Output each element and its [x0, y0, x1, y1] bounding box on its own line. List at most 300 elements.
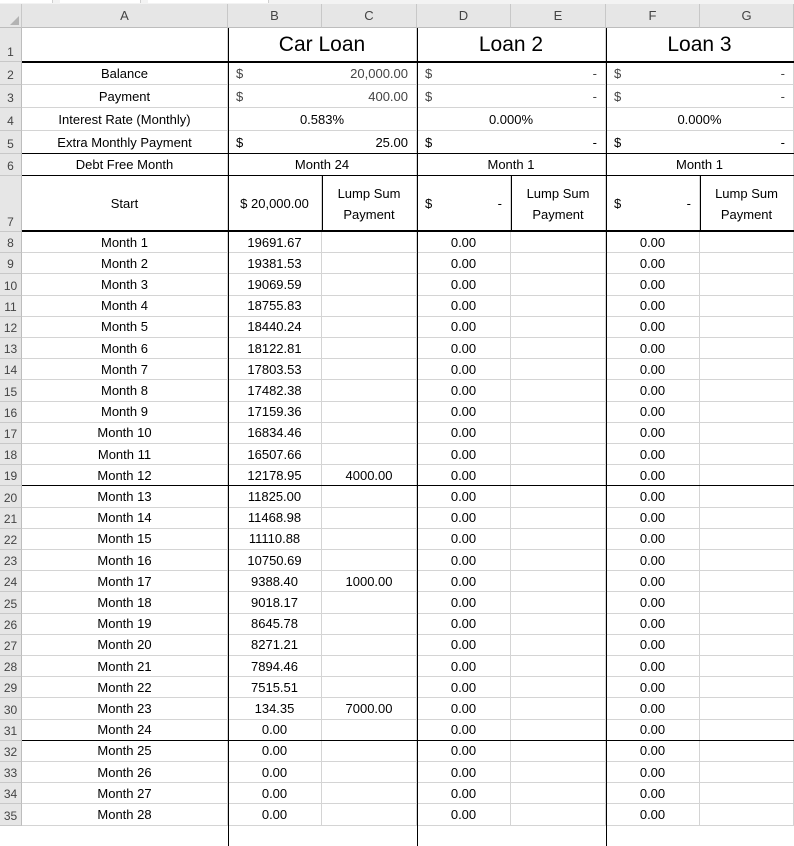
loan2-balance-cell[interactable]: 0.00	[417, 635, 511, 656]
loan3-balance-cell[interactable]: 0.00	[606, 741, 700, 762]
row-header[interactable]: 16	[0, 402, 22, 423]
loan2-balance-cell[interactable]: 0.00	[417, 571, 511, 592]
car-loan-lump-sum-cell[interactable]	[322, 274, 417, 295]
loan3-balance-cell[interactable]: 0.00	[606, 677, 700, 698]
car-loan-balance-cell[interactable]: 0.00	[228, 783, 322, 804]
loan3-lump-sum-cell[interactable]	[700, 296, 794, 317]
month-label[interactable]: Month 15	[22, 529, 228, 550]
row-header[interactable]: 15	[0, 380, 22, 401]
loan3-balance-cell[interactable]: 0.00	[606, 762, 700, 783]
loan3-balance-cell[interactable]: 0.00	[606, 232, 700, 253]
border-line	[22, 61, 794, 63]
loan3-balance-cell[interactable]: 0.00	[606, 359, 700, 380]
month-label[interactable]: Month 2	[22, 253, 228, 274]
loan3-title[interactable]: Loan 3	[606, 28, 794, 62]
select-all-corner[interactable]	[0, 4, 22, 28]
car-loan-balance-cell[interactable]: 9018.17	[228, 592, 322, 613]
row-header[interactable]: 20	[0, 486, 22, 507]
month-label[interactable]: Month 21	[22, 656, 228, 677]
cell-value: -	[592, 134, 597, 150]
loan3-lump-sum-cell[interactable]	[700, 444, 794, 465]
month-label[interactable]: Month 3	[22, 274, 228, 295]
loan2-lump-sum-cell[interactable]	[511, 529, 606, 550]
loan3-balance-cell[interactable]: 0.00	[606, 444, 700, 465]
car-loan-lump-sum-cell[interactable]	[322, 529, 417, 550]
car-loan-debt-free[interactable]: Month 24	[228, 154, 417, 176]
loan3-lump-sum-cell[interactable]	[700, 402, 794, 423]
loan2-lump-sum-cell[interactable]	[511, 486, 606, 507]
month-label[interactable]: Month 27	[22, 783, 228, 804]
car-loan-balance[interactable]	[228, 62, 417, 85]
row-header[interactable]: 35	[0, 804, 22, 825]
car-loan-lump-sum-cell[interactable]	[322, 486, 417, 507]
loan3-lump-sum-cell[interactable]	[700, 274, 794, 295]
loan2-balance-cell[interactable]: 0.00	[417, 698, 511, 719]
car-loan-balance-cell[interactable]: 18440.24	[228, 317, 322, 338]
car-loan-balance-cell[interactable]: 16507.66	[228, 444, 322, 465]
loan3-lump-sum-cell[interactable]	[700, 465, 794, 486]
car-loan-lump-sum-cell[interactable]	[322, 508, 417, 529]
loan2-balance-cell[interactable]: 0.00	[417, 741, 511, 762]
loan2-balance-cell[interactable]: 0.00	[417, 656, 511, 677]
loan2-lump-sum-cell[interactable]	[511, 571, 606, 592]
loan3-lump-sum-cell[interactable]	[700, 529, 794, 550]
cell-value: 25.00	[375, 134, 408, 150]
loan2-start[interactable]	[417, 176, 511, 232]
car-loan-balance-cell[interactable]: 7894.46	[228, 656, 322, 677]
loan2-balance-cell[interactable]: 0.00	[417, 444, 511, 465]
cell-value: -	[780, 88, 785, 104]
lump-sum-header[interactable]: Lump Sum Payment	[511, 176, 606, 232]
loan2-lump-sum-cell[interactable]	[511, 465, 606, 486]
loan2-balance-cell[interactable]: 0.00	[417, 550, 511, 571]
loan2-balance-cell[interactable]: 0.00	[417, 380, 511, 401]
car-loan-balance-cell[interactable]: 134.35	[228, 698, 322, 719]
loan3-lump-sum-cell[interactable]	[700, 317, 794, 338]
row-header[interactable]: 9	[0, 253, 22, 274]
loan3-debt-free[interactable]: Month 1	[606, 154, 794, 176]
column-header-c[interactable]: C	[322, 4, 417, 28]
loan3-balance-cell[interactable]: 0.00	[606, 529, 700, 550]
loan2-lump-sum-cell[interactable]	[511, 635, 606, 656]
loan3-lump-sum-cell[interactable]	[700, 423, 794, 444]
row-header[interactable]: 30	[0, 698, 22, 719]
loan2-balance-cell[interactable]: 0.00	[417, 253, 511, 274]
loan3-lump-sum-cell[interactable]	[700, 762, 794, 783]
loan2-lump-sum-cell[interactable]	[511, 677, 606, 698]
loan3-balance-cell[interactable]: 0.00	[606, 508, 700, 529]
border-line	[22, 175, 794, 176]
car-loan-balance-cell[interactable]: 0.00	[228, 804, 322, 825]
loan3-balance-cell[interactable]: 0.00	[606, 614, 700, 635]
car-loan-balance-cell[interactable]: 18755.83	[228, 296, 322, 317]
row-header[interactable]: 31	[0, 720, 22, 741]
loan2-lump-sum-cell[interactable]	[511, 656, 606, 677]
loan3-lump-sum-cell[interactable]	[700, 359, 794, 380]
car-loan-lump-sum-cell[interactable]	[322, 656, 417, 677]
column-header-g[interactable]: G	[700, 4, 794, 28]
car-loan-lump-sum-cell[interactable]	[322, 804, 417, 825]
car-loan-lump-sum-cell[interactable]	[322, 635, 417, 656]
currency-symbol: $	[614, 88, 622, 104]
debt-free-label[interactable]: Debt Free Month	[22, 154, 228, 176]
month-label[interactable]: Month 10	[22, 423, 228, 444]
row-header[interactable]: 3	[0, 85, 22, 108]
cell-a1[interactable]	[22, 28, 228, 62]
loan3-lump-sum-cell[interactable]	[700, 656, 794, 677]
car-loan-lump-sum-cell[interactable]	[322, 402, 417, 423]
loan2-title[interactable]: Loan 2	[417, 28, 606, 62]
row-header[interactable]: 33	[0, 762, 22, 783]
car-loan-lump-sum-cell[interactable]	[322, 741, 417, 762]
month-label[interactable]: Month 14	[22, 508, 228, 529]
car-loan-lump-sum-cell[interactable]	[322, 762, 417, 783]
car-loan-lump-sum-cell[interactable]: 1000.00	[322, 571, 417, 592]
currency-symbol: $	[425, 134, 433, 150]
row-header[interactable]: 12	[0, 317, 22, 338]
car-loan-balance-cell[interactable]: 8271.21	[228, 635, 322, 656]
tab-strip-segment	[148, 0, 269, 3]
loan3-balance-cell[interactable]: 0.00	[606, 571, 700, 592]
loan2-balance-cell[interactable]: 0.00	[417, 338, 511, 359]
month-label[interactable]: Month 5	[22, 317, 228, 338]
loan2-payment[interactable]	[417, 85, 606, 108]
month-label[interactable]: Month 4	[22, 296, 228, 317]
border-line	[511, 176, 512, 232]
row-header[interactable]: 27	[0, 635, 22, 656]
month-label[interactable]: Month 9	[22, 402, 228, 423]
month-label[interactable]: Month 24	[22, 720, 228, 741]
loan3-balance-cell[interactable]: 0.00	[606, 486, 700, 507]
month-label[interactable]: Month 8	[22, 380, 228, 401]
loan3-lump-sum-cell[interactable]	[700, 698, 794, 719]
loan3-lump-sum-cell[interactable]	[700, 741, 794, 762]
month-label[interactable]: Month 7	[22, 359, 228, 380]
car-loan-balance-cell[interactable]: 10750.69	[228, 550, 322, 571]
loan3-lump-sum-cell[interactable]	[700, 550, 794, 571]
car-loan-balance-cell[interactable]: 17159.36	[228, 402, 322, 423]
start-label[interactable]: Start	[22, 176, 228, 232]
loan3-lump-sum-cell[interactable]	[700, 253, 794, 274]
loan3-lump-sum-cell[interactable]	[700, 232, 794, 253]
row-header[interactable]: 21	[0, 508, 22, 529]
row-header[interactable]: 13	[0, 338, 22, 359]
loan2-interest[interactable]: 0.000%	[417, 108, 606, 131]
month-label[interactable]: Month 13	[22, 486, 228, 507]
car-loan-lump-sum-cell[interactable]	[322, 720, 417, 741]
car-loan-lump-sum-cell[interactable]: 4000.00	[322, 465, 417, 486]
loan2-lump-sum-cell[interactable]	[511, 338, 606, 359]
loan3-balance-cell[interactable]: 0.00	[606, 635, 700, 656]
loan2-debt-free[interactable]: Month 1	[417, 154, 606, 176]
loan2-balance-cell[interactable]: 0.00	[417, 359, 511, 380]
car-loan-balance-cell[interactable]: 19069.59	[228, 274, 322, 295]
row-header[interactable]: 34	[0, 783, 22, 804]
car-loan-lump-sum-cell[interactable]	[322, 232, 417, 253]
row-header[interactable]: 7	[0, 176, 22, 232]
balance-label[interactable]: Balance	[22, 62, 228, 85]
loan2-lump-sum-cell[interactable]	[511, 296, 606, 317]
loan3-balance-cell[interactable]: 0.00	[606, 253, 700, 274]
loan3-balance[interactable]	[606, 62, 794, 85]
border-line	[22, 740, 794, 741]
border-line	[606, 28, 607, 846]
row-header[interactable]: 1	[0, 28, 22, 62]
car-loan-lump-sum-cell[interactable]	[322, 253, 417, 274]
car-loan-balance-cell[interactable]: 19381.53	[228, 253, 322, 274]
car-loan-balance-cell[interactable]: 19691.67	[228, 232, 322, 253]
cell-value: -	[686, 196, 691, 211]
border-line	[22, 230, 794, 232]
loan3-balance-cell[interactable]: 0.00	[606, 338, 700, 359]
lump-sum-header[interactable]: Lump Sum Payment	[700, 176, 794, 232]
loan3-balance-cell[interactable]: 0.00	[606, 274, 700, 295]
loan3-lump-sum-cell[interactable]	[700, 677, 794, 698]
row-header[interactable]: 10	[0, 274, 22, 295]
loan2-lump-sum-cell[interactable]	[511, 274, 606, 295]
loan2-lump-sum-cell[interactable]	[511, 762, 606, 783]
loan2-balance-cell[interactable]: 0.00	[417, 677, 511, 698]
loan3-lump-sum-cell[interactable]	[700, 508, 794, 529]
loan3-balance-cell[interactable]: 0.00	[606, 698, 700, 719]
loan2-lump-sum-cell[interactable]	[511, 592, 606, 613]
row-header[interactable]: 32	[0, 741, 22, 762]
car-loan-balance-cell[interactable]: 11110.88	[228, 529, 322, 550]
loan3-balance-cell[interactable]: 0.00	[606, 380, 700, 401]
loan2-balance-cell[interactable]: 0.00	[417, 465, 511, 486]
border-line	[228, 28, 229, 846]
loan2-balance-cell[interactable]: 0.00	[417, 720, 511, 741]
loan3-extra[interactable]	[606, 131, 794, 154]
car-loan-extra[interactable]	[228, 131, 417, 154]
column-header-a[interactable]: A	[22, 4, 228, 28]
car-loan-title[interactable]: Car Loan	[228, 28, 417, 62]
loan2-lump-sum-cell[interactable]	[511, 359, 606, 380]
lump-sum-header[interactable]: Lump Sum Payment	[322, 176, 417, 232]
loan3-balance-cell[interactable]: 0.00	[606, 465, 700, 486]
interest-rate-label[interactable]: Interest Rate (Monthly)	[22, 108, 228, 131]
month-label[interactable]: Month 17	[22, 571, 228, 592]
car-loan-balance-cell[interactable]: 0.00	[228, 720, 322, 741]
car-loan-lump-sum-cell[interactable]	[322, 338, 417, 359]
car-loan-balance-cell[interactable]: 17482.38	[228, 380, 322, 401]
loan3-balance-cell[interactable]: 0.00	[606, 804, 700, 825]
month-label[interactable]: Month 6	[22, 338, 228, 359]
loan2-balance-cell[interactable]: 0.00	[417, 274, 511, 295]
loan2-lump-sum-cell[interactable]	[511, 614, 606, 635]
row-header[interactable]: 22	[0, 529, 22, 550]
loan2-lump-sum-cell[interactable]	[511, 402, 606, 423]
loan2-balance-cell[interactable]: 0.00	[417, 783, 511, 804]
currency-symbol: $	[425, 88, 433, 104]
car-loan-balance-cell[interactable]: 0.00	[228, 741, 322, 762]
loan2-balance[interactable]	[417, 62, 606, 85]
loan2-balance-cell[interactable]: 0.00	[417, 232, 511, 253]
currency-symbol: $	[236, 65, 244, 81]
loan2-lump-sum-cell[interactable]	[511, 698, 606, 719]
row-header[interactable]: 18	[0, 444, 22, 465]
row-header[interactable]: 17	[0, 423, 22, 444]
loan2-lump-sum-cell[interactable]	[511, 720, 606, 741]
row-header[interactable]: 24	[0, 571, 22, 592]
month-label[interactable]: Month 26	[22, 762, 228, 783]
month-label[interactable]: Month 11	[22, 444, 228, 465]
month-label[interactable]: Month 22	[22, 677, 228, 698]
border-line	[22, 485, 794, 486]
car-loan-payment[interactable]	[228, 85, 417, 108]
payment-label[interactable]: Payment	[22, 85, 228, 108]
loan2-balance-cell[interactable]: 0.00	[417, 762, 511, 783]
car-loan-balance-cell[interactable]: 11468.98	[228, 508, 322, 529]
row-header[interactable]: 14	[0, 359, 22, 380]
row-header[interactable]: 26	[0, 614, 22, 635]
car-loan-balance-cell[interactable]: 9388.40	[228, 571, 322, 592]
loan3-balance-cell[interactable]: 0.00	[606, 402, 700, 423]
car-loan-lump-sum-cell[interactable]	[322, 296, 417, 317]
column-header-b[interactable]: B	[228, 4, 322, 28]
car-loan-lump-sum-cell[interactable]	[322, 317, 417, 338]
loan3-balance-cell[interactable]: 0.00	[606, 550, 700, 571]
tab-strip-segment	[0, 0, 53, 3]
row-header[interactable]: 5	[0, 131, 22, 154]
border-line	[322, 176, 323, 232]
cell-value: 20,000.00	[350, 65, 408, 81]
car-loan-balance-cell[interactable]: 17803.53	[228, 359, 322, 380]
extra-payment-label[interactable]: Extra Monthly Payment	[22, 131, 228, 154]
loan2-extra[interactable]	[417, 131, 606, 154]
loan3-lump-sum-cell[interactable]	[700, 804, 794, 825]
loan3-balance-cell[interactable]: 0.00	[606, 783, 700, 804]
month-label[interactable]: Month 12	[22, 465, 228, 486]
border-line	[22, 153, 794, 154]
month-label[interactable]: Month 28	[22, 804, 228, 825]
car-loan-lump-sum-cell[interactable]	[322, 444, 417, 465]
loan2-lump-sum-cell[interactable]	[511, 783, 606, 804]
loan2-lump-sum-cell[interactable]	[511, 253, 606, 274]
loan2-balance-cell[interactable]: 0.00	[417, 486, 511, 507]
loan3-balance-cell[interactable]: 0.00	[606, 317, 700, 338]
loan3-lump-sum-cell[interactable]	[700, 592, 794, 613]
car-loan-interest[interactable]: 0.583%	[228, 108, 417, 131]
column-header-e[interactable]: E	[511, 4, 606, 28]
month-label[interactable]: Month 19	[22, 614, 228, 635]
row-header[interactable]: 6	[0, 154, 22, 176]
loan3-lump-sum-cell[interactable]	[700, 614, 794, 635]
currency-symbol: $	[614, 196, 622, 211]
loan3-balance-cell[interactable]: 0.00	[606, 656, 700, 677]
loan2-balance-cell[interactable]: 0.00	[417, 402, 511, 423]
car-loan-start[interactable]: $ 20,000.00	[228, 176, 322, 232]
row-header[interactable]: 2	[0, 62, 22, 85]
loan3-lump-sum-cell[interactable]	[700, 720, 794, 741]
month-label[interactable]: Month 1	[22, 232, 228, 253]
loan2-balance-cell[interactable]: 0.00	[417, 296, 511, 317]
car-loan-balance-cell[interactable]: 8645.78	[228, 614, 322, 635]
loan2-lump-sum-cell[interactable]	[511, 317, 606, 338]
loan3-start[interactable]	[606, 176, 700, 232]
car-loan-lump-sum-cell[interactable]	[322, 359, 417, 380]
row-header[interactable]: 11	[0, 296, 22, 317]
loan2-lump-sum-cell[interactable]	[511, 232, 606, 253]
loan2-lump-sum-cell[interactable]	[511, 741, 606, 762]
cell-value: -	[592, 88, 597, 104]
loan2-lump-sum-cell[interactable]	[511, 550, 606, 571]
loan3-lump-sum-cell[interactable]	[700, 380, 794, 401]
car-loan-lump-sum-cell[interactable]	[322, 783, 417, 804]
border-line	[700, 176, 701, 232]
month-label[interactable]: Month 25	[22, 741, 228, 762]
loan3-lump-sum-cell[interactable]	[700, 635, 794, 656]
loan2-lump-sum-cell[interactable]	[511, 423, 606, 444]
car-loan-balance-cell[interactable]: 7515.51	[228, 677, 322, 698]
row-header[interactable]: 29	[0, 677, 22, 698]
loan3-balance-cell[interactable]: 0.00	[606, 423, 700, 444]
loan3-lump-sum-cell[interactable]	[700, 783, 794, 804]
column-header-d[interactable]: D	[417, 4, 511, 28]
loan2-balance-cell[interactable]: 0.00	[417, 423, 511, 444]
car-loan-balance-cell[interactable]: 11825.00	[228, 486, 322, 507]
row-header[interactable]: 28	[0, 656, 22, 677]
loan2-balance-cell[interactable]: 0.00	[417, 614, 511, 635]
cell-value: -	[780, 134, 785, 150]
month-label[interactable]: Month 20	[22, 635, 228, 656]
loan3-payment[interactable]	[606, 85, 794, 108]
row-header[interactable]: 25	[0, 592, 22, 613]
loan2-lump-sum-cell[interactable]	[511, 508, 606, 529]
month-label[interactable]: Month 18	[22, 592, 228, 613]
car-loan-lump-sum-cell[interactable]	[322, 677, 417, 698]
loan2-balance-cell[interactable]: 0.00	[417, 804, 511, 825]
row-header[interactable]: 23	[0, 550, 22, 571]
currency-symbol: $	[425, 65, 433, 81]
column-header-f[interactable]: F	[606, 4, 700, 28]
loan2-lump-sum-cell[interactable]	[511, 444, 606, 465]
loan2-balance-cell[interactable]: 0.00	[417, 529, 511, 550]
row-header[interactable]: 19	[0, 465, 22, 486]
loan2-balance-cell[interactable]: 0.00	[417, 592, 511, 613]
loan3-balance-cell[interactable]: 0.00	[606, 592, 700, 613]
loan2-balance-cell[interactable]: 0.00	[417, 317, 511, 338]
loan2-lump-sum-cell[interactable]	[511, 804, 606, 825]
loan3-interest[interactable]: 0.000%	[606, 108, 794, 131]
cell-value: -	[780, 65, 785, 81]
car-loan-lump-sum-cell[interactable]: 7000.00	[322, 698, 417, 719]
loan3-balance-cell[interactable]: 0.00	[606, 296, 700, 317]
car-loan-balance-cell[interactable]: 18122.81	[228, 338, 322, 359]
loan3-lump-sum-cell[interactable]	[700, 486, 794, 507]
car-loan-lump-sum-cell[interactable]	[322, 592, 417, 613]
car-loan-balance-cell[interactable]: 12178.95	[228, 465, 322, 486]
car-loan-lump-sum-cell[interactable]	[322, 614, 417, 635]
currency-symbol: $	[236, 88, 244, 104]
car-loan-balance-cell[interactable]: 0.00	[228, 762, 322, 783]
row-header[interactable]: 8	[0, 232, 22, 253]
car-loan-lump-sum-cell[interactable]	[322, 423, 417, 444]
loan3-balance-cell[interactable]: 0.00	[606, 720, 700, 741]
car-loan-balance-cell[interactable]: 16834.46	[228, 423, 322, 444]
month-label[interactable]: Month 23	[22, 698, 228, 719]
car-loan-lump-sum-cell[interactable]	[322, 550, 417, 571]
month-label[interactable]: Month 16	[22, 550, 228, 571]
row-header[interactable]: 4	[0, 108, 22, 131]
loan2-balance-cell[interactable]: 0.00	[417, 508, 511, 529]
loan3-lump-sum-cell[interactable]	[700, 571, 794, 592]
loan3-lump-sum-cell[interactable]	[700, 338, 794, 359]
loan2-lump-sum-cell[interactable]	[511, 380, 606, 401]
border-line	[417, 28, 418, 846]
car-loan-lump-sum-cell[interactable]	[322, 380, 417, 401]
currency-symbol: $	[614, 65, 622, 81]
